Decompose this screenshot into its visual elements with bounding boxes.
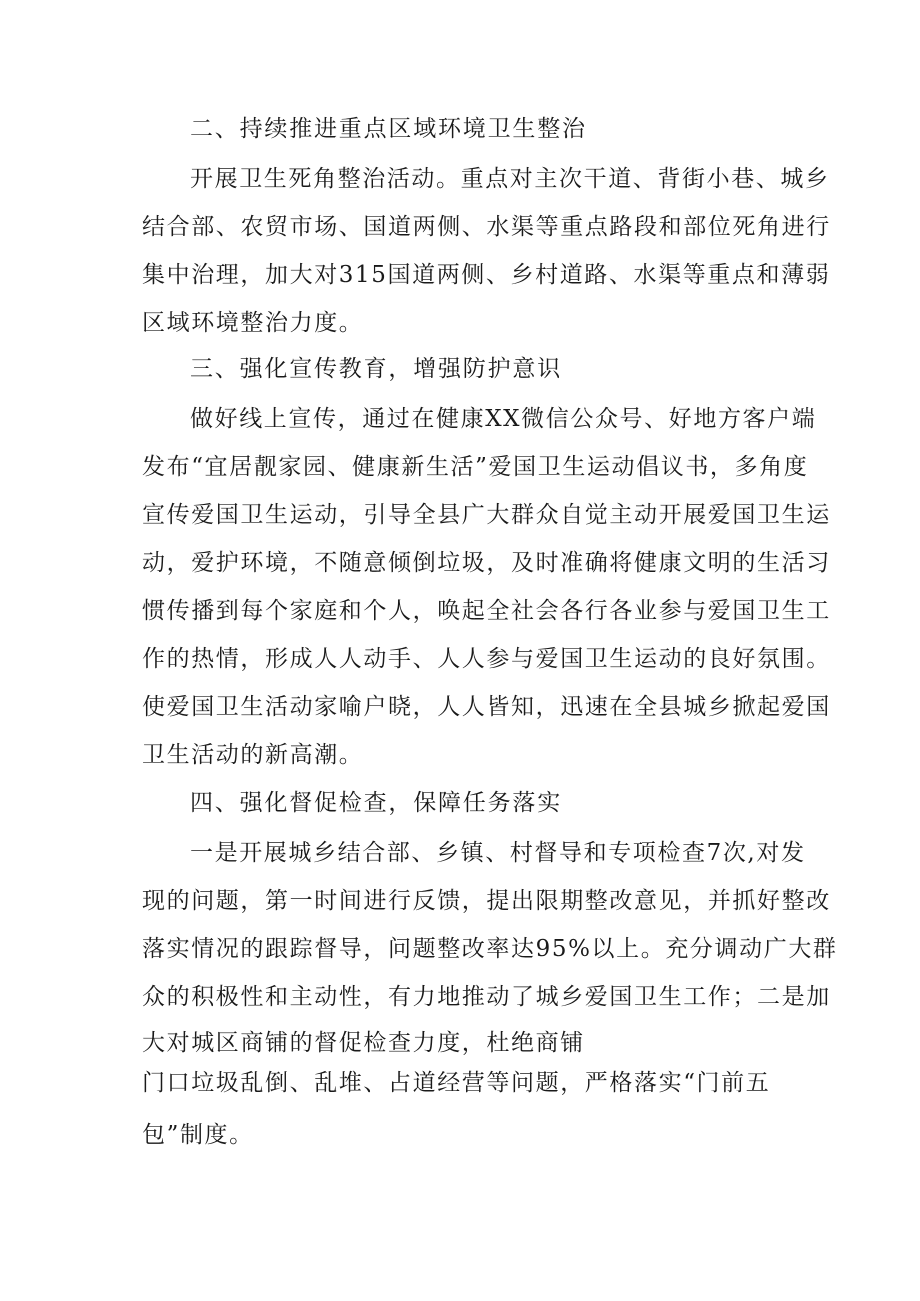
paragraph-line: 宣传爱国卫生运动，引导全县广大群众自觉主动开展爱国卫生运 — [142, 502, 831, 528]
section-heading-3: 三、强化宣传教育，增强防护意识 — [190, 356, 562, 382]
section-heading-4: 四、强化督促检查，保障任务落实 — [190, 790, 562, 816]
paragraph-line: 发布“宜居靓家园、健康新生活”爱国卫生运动倡议书，多角度 — [142, 454, 809, 480]
paragraph-line: 包”制度。 — [142, 1122, 254, 1148]
paragraph-line: 区域环境整治力度。 — [142, 310, 364, 336]
paragraph-line: 作的热情，形成人人动手、人人参与爱国卫生运动的良好氛围。 — [142, 646, 831, 672]
paragraph-line: 现的问题，第一时间进行反馈，提出限期整改意见，并抓好整改 — [142, 888, 831, 914]
paragraph-line: 落实情况的跟踪督导，问题整改率达95%以上。充分调动广大群 — [142, 936, 838, 962]
paragraph-line: 使爱国卫生活动家喻户晓，人人皆知，迅速在全县城乡掀起爱国 — [142, 694, 831, 720]
paragraph-line: 众的积极性和主动性，有力地推动了城乡爱国卫生工作；二是加 — [142, 984, 831, 1010]
paragraph-line: 一是开展城乡结合部、乡镇、村督导和专项检查7次,对发 — [190, 840, 806, 866]
paragraph-line: 大对城区商铺的督促检查力度，杜绝商铺 — [142, 1030, 585, 1056]
paragraph-line: 卫生活动的新高潮。 — [142, 742, 364, 768]
section-heading-2: 二、持续推进重点区域环境卫生整治 — [190, 116, 587, 142]
paragraph-line: 惯传播到每个家庭和个人，唤起全社会各行各业参与爱国卫生工 — [142, 598, 831, 624]
paragraph-line: 门口垃圾乱倒、乱堆、占道经营等问题，严格落实“门前五 — [142, 1070, 771, 1096]
paragraph-line: 做好线上宣传，通过在健康XX微信公众号、好地方客户端 — [190, 406, 817, 432]
paragraph-line: 集中治理，加大对315国道两侧、乡村道路、水渠等重点和薄弱 — [142, 262, 831, 288]
paragraph-line: 开展卫生死角整治活动。重点对主次干道、背街小巷、城乡 — [190, 166, 830, 192]
paragraph-line: 动，爱护环境，不随意倾倒垃圾，及时准确将健康文明的生活习 — [142, 550, 831, 576]
paragraph-line: 结合部、农贸市场、国道两侧、水渠等重点路段和部位死角进行 — [142, 214, 831, 240]
